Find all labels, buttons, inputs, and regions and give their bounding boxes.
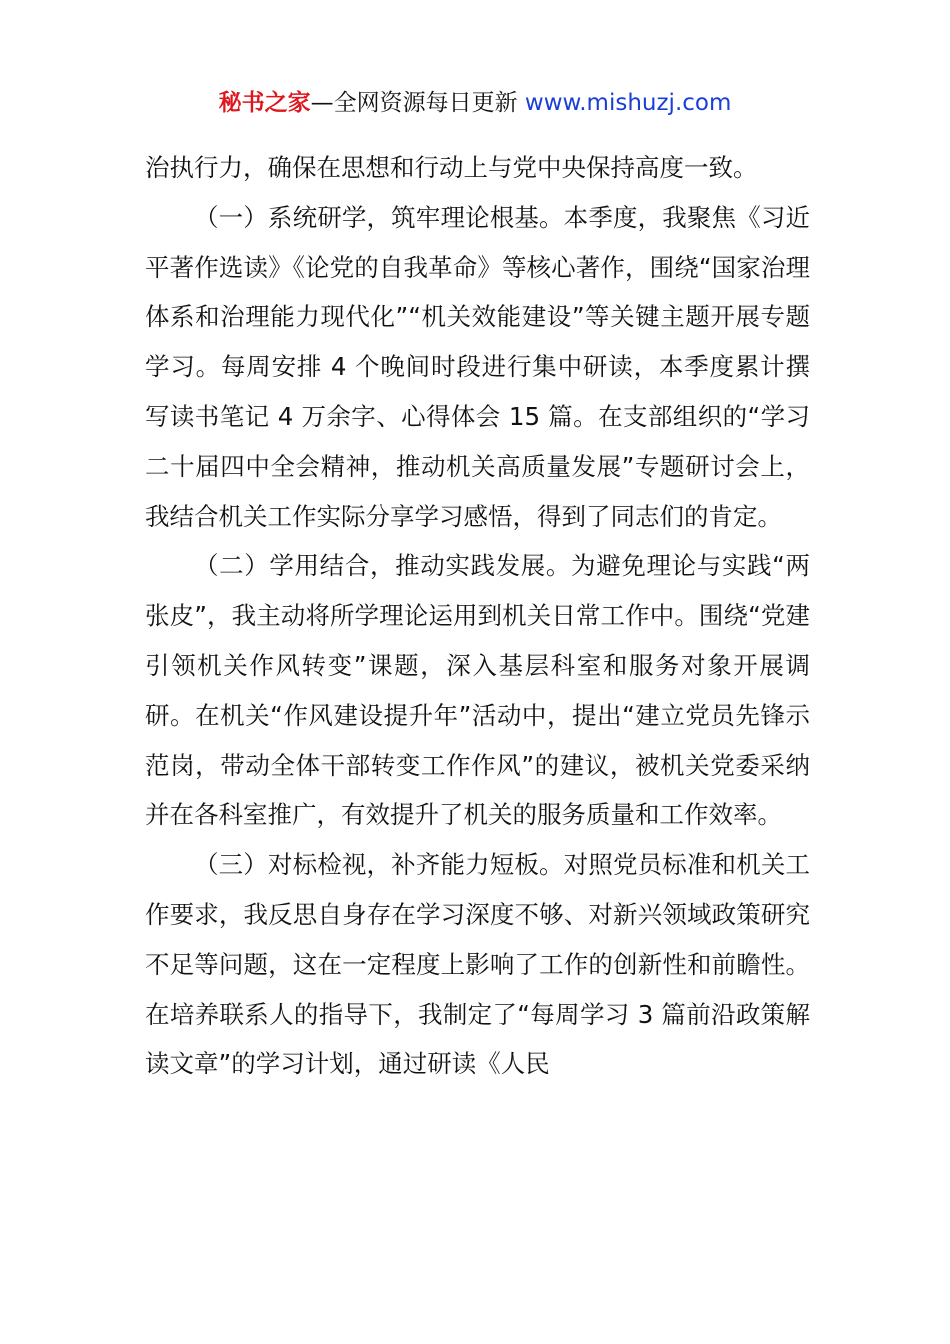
paragraph-section-3: （三）对标检视，补齐能力短板。对照党员标准和机关工作要求，我反思自身存在学习深度不够、对新兴领域政策研究不足等问题，这在一定程度上影响了工作的创新性和前瞻性。在培养联系人的指导下，我制定了“每周学习 3 篇前沿政策解读文章”的学习计划，通过研读《人民 [145, 850, 810, 1079]
paragraph-section-1: （一）系统研学，筑牢理论根基。本季度，我聚焦《习近平著作选读》《论党的自我革命》等核心著作，围绕“国家治理体系和治理能力现代化”“机关效能建设”等关键主题开展专题学习。每周安排 4 个晚间时段进行集中研读，本季度累计撰写读书笔记 4 万余字、心得体会 15 篇。在支部组织的“学习二十届四中全会精神，推动机关高质量发展”专题研讨会上，我结合机关工作实际分享学习感悟，得到了同志们的肯定。 [145, 202, 810, 531]
paragraph-section-2: （二）学用结合，推动实践发展。为避免理论与实践“两张皮”，我主动将所学理论运用到机关日常工作中。围绕“党建引领机关作风转变”课题，深入基层科室和服务对象开展调研。在机关“作风建设提升年”活动中，提出“建立党员先锋示范岗，带动全体干部转变工作作风”的建议，被机关党委采纳并在各科室推广，有效提升了机关的服务质量和工作效率。 [145, 551, 810, 830]
site-url-link[interactable]: www.mishuzj.com [524, 90, 732, 116]
site-brand: 秘书之家 [218, 90, 311, 116]
document-body [145, 143, 810, 1089]
paragraph-continuation: 治执行力，确保在思想和行动上与党中央保持高度一致。 [145, 153, 758, 182]
site-tagline: —全网资源每日更新 [310, 90, 525, 116]
site-header [0, 86, 950, 120]
